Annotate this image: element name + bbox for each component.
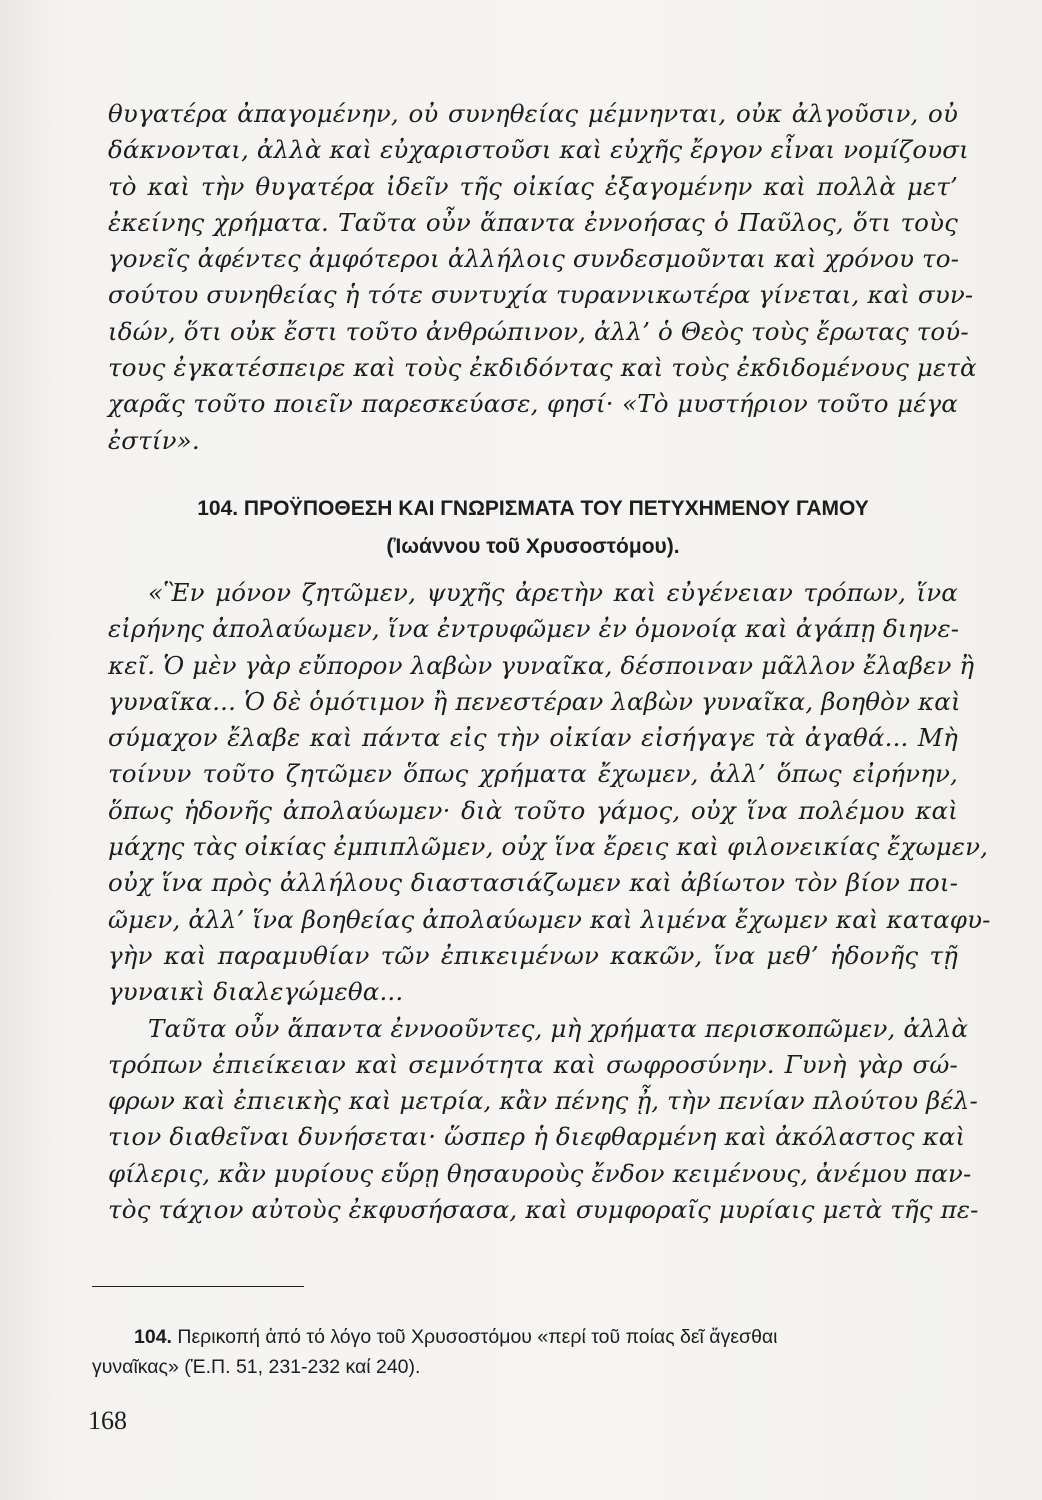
text-line: οὐχ ἵνα πρὸς ἀλλήλους διαστασιάζωμεν καὶ ἀβίωτον τὸν βίον ποι- (108, 868, 958, 898)
top-paragraph (108, 96, 977, 459)
text-line: φρων καὶ ἐπιεικὴς καὶ μετρία, κἂν πένης ᾖ, τὴν πενίαν πλούτου βέλ- (108, 1086, 978, 1116)
text-line: ὅπως ἡδονῆς ἀπολαύωμεν· διὰ τοῦτο γάμος, οὐχ ἵνα πολέμου καὶ (108, 795, 958, 825)
text-line: γονεῖς ἀφέντες ἀμφότεροι ἀλλήλοις συνδεσμοῦνται καὶ χρόνου το- (108, 244, 960, 274)
page-number: 168 (88, 1406, 127, 1435)
text-line: γυναικὶ διαλεγώμεθα... (108, 977, 404, 1007)
text-line: ἐκείνης χρήματα. Ταῦτα οὖν ἅπαντα ἐννοήσας ὁ Παῦλος, ὅτι τοὺς (108, 207, 958, 237)
footnote-separator (92, 1286, 304, 1287)
text-line: γυναῖκα... Ὁ δὲ ὁμότιμον ἢ πενεστέραν λαβὼν γυναῖκα, βοηθὸν καὶ (108, 686, 961, 716)
text-line: τρόπων ἐπιείκειαν καὶ σεμνότητα καὶ σωφροσύνην. Γυνὴ γὰρ σώ- (108, 1049, 958, 1079)
text-line: γὴν καὶ παραμυθίαν τῶν ἐπικειμένων κακῶν, ἵνα μεθ’ ἡδονῆς τῇ (108, 940, 958, 970)
text-line: «Ἓν μόνον ζητῶμεν, ψυχῆς ἀρετὴν καὶ εὐγένειαν τρόπων, ἵνα (148, 578, 958, 607)
text-line: ῶμεν, ἀλλ’ ἵνα βοηθείας ἀπολαύωμεν καὶ λιμένα ἔχωμεν καὶ καταφυ- (108, 904, 991, 934)
section-subtitle: (Ἰωάννου τοῦ Χρυσοστόμου). (386, 535, 680, 558)
text-line: τους ἐγκατέσπειρε καὶ τοὺς ἐκδιδόντας καὶ τοὺς ἐκδιδομένους μετὰ (108, 353, 977, 383)
text-line: τοίνυν τοῦτο ζητῶμεν ὅπως χρήματα ἔχωμεν, ἀλλ’ ὅπως εἰρήνην, (108, 759, 958, 789)
text-line: ιδών, ὅτι οὐκ ἔστι τοῦτο ἀνθρώπινον, ἀλλ’ ὁ Θεὸς τοὺς ἔρωτας τού- (108, 316, 969, 346)
footnote (92, 1322, 972, 1382)
text-line: μάχης τὰς οἰκίας ἐμπιπλῶμεν, οὐχ ἵνα ἔρεις καὶ φιλονεικίας ἔχωμεν, (108, 832, 989, 862)
footnote-text: Περικοπή ἀπό τό λόγο τοῦ Χρυσοστόμου «περί τοῦ ποίας δεῖ ἄγεσθαι (177, 1326, 778, 1348)
text-line: κεῖ. Ὁ μὲν γὰρ εὔπορον λαβὼν γυναῖκα, δέσποιναν μᾶλλον ἔλαβεν ἢ (108, 650, 975, 680)
footnote-line: γυναῖκας» (Ἑ.Π. 51, 231-232 καί 240). (92, 1356, 421, 1378)
text-line: τὸ καὶ τὴν θυγατέρα ἰδεῖν τῆς οἰκίας ἐξαγομένην καὶ πολλὰ μετ’ (108, 171, 958, 201)
quote-text (108, 575, 991, 1228)
footnote-line (92, 1322, 972, 1352)
text-line: θυγατέρα ἀπαγομένην, οὐ συνηθείας μέμνηνται, οὐκ ἀλγοῦσιν, οὐ (108, 99, 958, 128)
section-title: 104. ΠΡΟΫΠΟΘΕΣΗ ΚΑΙ ΓΝΩΡΙΣΜΑΤΑ ΤΟΥ ΠΕΤΥΧΗΜΕΝΟΥ ΓΑΜΟΥ (197, 497, 869, 520)
text-line: Ταῦτα οὖν ἅπαντα ἐννοοῦντες, μὴ χρήματα περισκοπῶμεν, ἀλλὰ (148, 1013, 969, 1043)
text-line: δάκνονται, ἀλλὰ καὶ εὐχαριστοῦσι καὶ εὐχῆς ἔργον εἶναι νομίζουσι (108, 135, 969, 165)
text-line: τὸς τάχιον αὐτοὺς ἐκφυσήσασα, καὶ συμφοραῖς μυρίαις μετὰ τῆς πε- (108, 1195, 979, 1225)
text-line: εἰρήνης ἀπολαύωμεν, ἵνα ἐντρυφῶμεν ἐν ὁμονοίᾳ καὶ ἀγάπῃ διηνε- (108, 614, 960, 644)
text-line: τιον διαθεῖναι δυνήσεται· ὥσπερ ἡ διεφθαρμένη καὶ ἀκόλαστος καὶ (108, 1122, 966, 1152)
text-line: χαρᾶς τοῦτο ποιεῖν παρεσκεύασε, φησί· «Τὸ μυστήριον τοῦτο μέγα (108, 389, 958, 419)
footnote-number: 104. (134, 1326, 172, 1348)
text-line: σύμαχον ἔλαβε καὶ πάντα εἰς τὴν οἰκίαν εἰσήγαγε τὰ ἀγαθά... Μὴ (108, 723, 958, 753)
text-line: ἐστίν». (108, 425, 200, 455)
text-line: σούτου συνηθείας ἡ τότε συντυχία τυραννικωτέρα γίνεται, καὶ συν- (108, 280, 974, 310)
text-line: φίλερις, κἂν μυρίους εὕρῃ θησαυροὺς ἔνδον κειμένους, ἀνέμου παν- (108, 1158, 972, 1188)
